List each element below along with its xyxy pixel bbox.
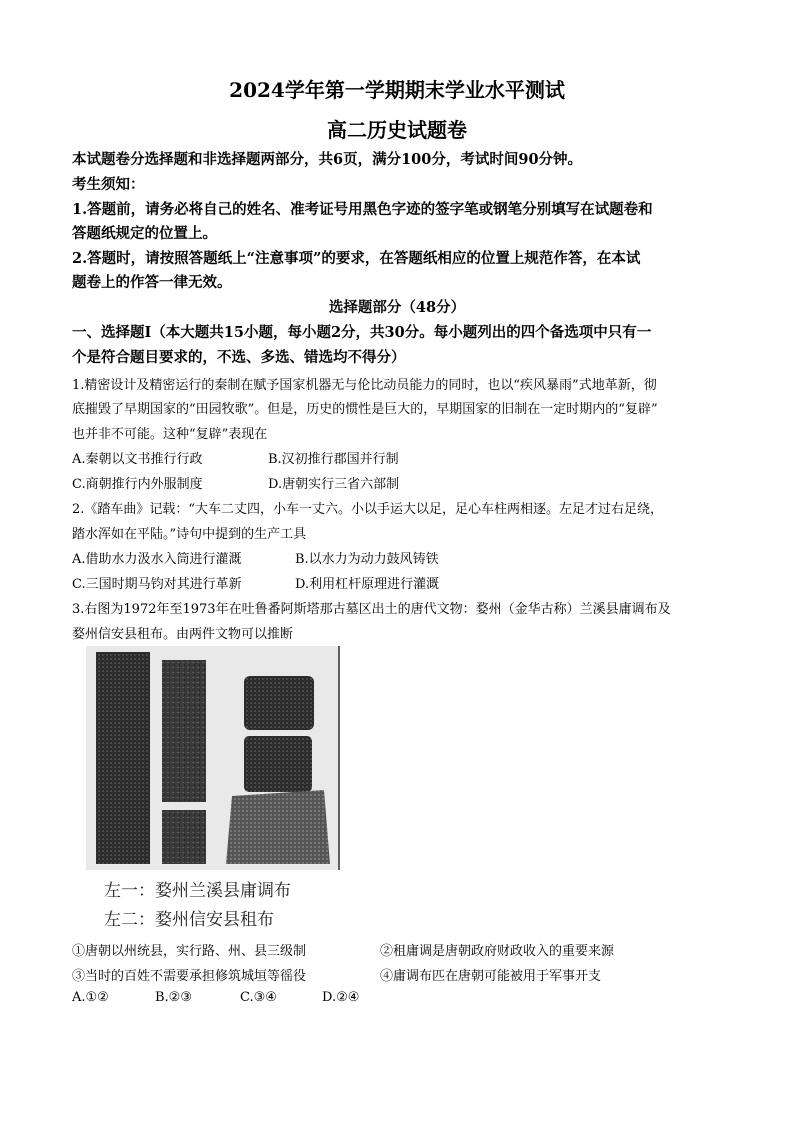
q1-stem-2: 底摧毁了早期国家的“田园牧歌”。但是，历史的惯性是巨大的，早期国家的旧制在一定时期内的“复辟” [72, 402, 658, 417]
q2-stem-2: 踏水浑如在平陆。”诗句中提到的生产工具 [72, 527, 307, 542]
q1-option-b: B.汉初推行郡国并行制 [268, 452, 399, 467]
q1-option-c: C.商朝推行内外服制度 [72, 477, 203, 492]
cloth-strip-2-upper [162, 660, 206, 802]
exam-subtitle: 高二历史试题卷 [327, 118, 467, 142]
q3-statement-2: ②租庸调是唐朝政府财政收入的重要来源 [380, 944, 615, 959]
cloth-fragment-3 [226, 790, 330, 864]
q3-option-a: A.①② [72, 990, 109, 1005]
q1-option-a: A.秦朝以文书推行行政 [72, 452, 203, 467]
notice-title: 考生须知： [72, 176, 145, 193]
exam-title: 2024学年第一学期期末学业水平测试 [229, 78, 565, 102]
q2-option-a: A.借助水力汲水入筒进行灌溉 [72, 552, 242, 567]
intro-line: 本试题卷分选择题和非选择题两部分，共6页，满分100分，考试时间90分钟。 [72, 151, 583, 168]
q3-statement-3: ③当时的百姓不需要承担修筑城垣等徭役 [72, 969, 307, 984]
q3-option-c: C.③④ [240, 990, 277, 1005]
q3-option-d: D.②④ [322, 990, 360, 1005]
cloth-fragment-1 [244, 676, 314, 730]
q3-statement-4: ④庸调布匹在唐朝可能被用于军事开支 [380, 969, 602, 984]
q1-stem: 1.精密设计及精密运行的秦制在赋予国家机器无与伦比动员能力的同时，也以“疾风暴雨”式地革新，彻 [72, 378, 657, 393]
section-title: 选择题部分（48分） [328, 299, 466, 316]
notice-item-1: 1.答题前，请务必将自己的姓名、准考证号用黑色字迹的签字笔或钢笔分别填写在试题卷和 [72, 201, 653, 218]
notice-item-2-cont: 题卷上的作答一律无效。 [72, 274, 232, 291]
section-instructions: 一、选择题Ⅰ（本大题共15小题，每小题2分，共30分。每小题列出的四个备选项中只有一 [72, 324, 652, 341]
section-instructions-cont: 个是符合题目要求的，不选、多选、错选均不得分） [72, 349, 406, 366]
q2-option-d: D.利用杠杆原理进行灌溉 [295, 577, 440, 592]
cloth-fragment-2 [244, 736, 312, 792]
notice-item-1-cont: 答题纸规定的位置上。 [72, 225, 217, 242]
artifact-photo-drawing [86, 646, 340, 870]
photo-caption-1: 左一：婺州兰溪县庸调布 [104, 881, 291, 901]
photo-caption-2: 左二：婺州信安县租布 [104, 910, 274, 930]
artifact-photo [86, 646, 340, 870]
q3-option-b: B.②③ [155, 990, 192, 1005]
q1-option-d: D.唐朝实行三省六部制 [268, 477, 400, 492]
q2-stem: 2.《踏车曲》记载：“大车二丈四，小车一丈六。小以手运大以足，足心车柱两相逐。左足才过右足绕， [72, 502, 664, 517]
cloth-strip-2-lower [162, 810, 206, 864]
cloth-strip-1 [96, 652, 150, 864]
q3-stem-2: 婺州信安县租布。由两件文物可以推断 [72, 627, 294, 642]
notice-item-2: 2.答题时，请按照答题纸上“注意事项”的要求，在答题纸相应的位置上规范作答，在本试 [72, 250, 641, 267]
q2-option-c: C.三国时期马钧对其进行革新 [72, 577, 242, 592]
q3-stem: 3.右图为1972年至1973年在吐鲁番阿斯塔那古墓区出土的唐代文物：婺州（金华古称）兰溪县庸调布及 [72, 602, 671, 617]
q3-statement-1: ①唐朝以州统县，实行路、州、县三级制 [72, 944, 307, 959]
q1-stem-3: 也并非不可能。这种“复辟”表现在 [72, 427, 268, 442]
q2-option-b: B.以水力为动力鼓风铸铁 [295, 552, 439, 567]
